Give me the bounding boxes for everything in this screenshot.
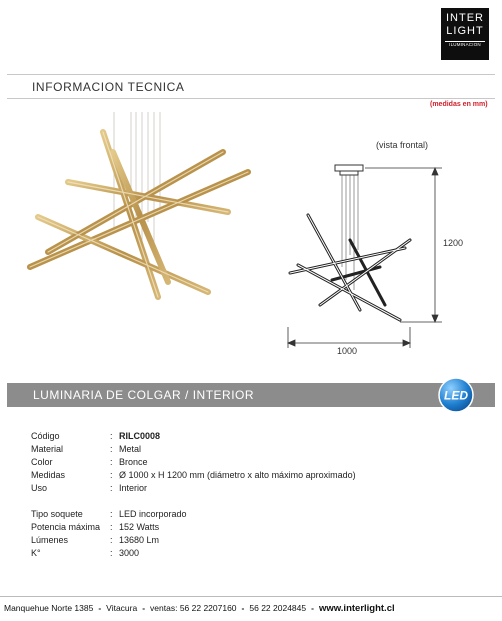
spec-colon: : [110, 457, 113, 467]
logo-divider [445, 41, 485, 42]
spec-colon: : [110, 522, 113, 532]
led-badge-text: LED [444, 388, 468, 403]
view-label: (vista frontal) [376, 140, 429, 150]
spec-key: Tipo soquete [31, 509, 83, 519]
spec-key: K° [31, 548, 41, 558]
spec-key: Código [31, 431, 60, 441]
spec-key: Medidas [31, 470, 66, 480]
product-photo [18, 112, 258, 312]
spec-colon: : [110, 483, 113, 493]
brand-logo [441, 8, 489, 60]
spec-row [31, 469, 501, 482]
footer-divider [0, 596, 502, 597]
spec-colon: : [110, 509, 113, 519]
spec-value: Metal [119, 444, 142, 454]
spec-value: Bronce [119, 457, 148, 467]
footer-phone-2: 56 22 2024845 [249, 603, 307, 613]
footer-sep: - [98, 603, 102, 613]
spec-row [31, 521, 501, 534]
footer-sep: - [142, 603, 146, 613]
spec-row [31, 547, 501, 560]
spec-colon: : [110, 431, 113, 441]
logo-line1: INTER [446, 12, 484, 24]
footer-website-link[interactable]: www.interlight.cl [318, 603, 395, 614]
spec-colon: : [110, 444, 113, 454]
footer-sep: - [241, 603, 245, 613]
spec-colon: : [110, 548, 113, 558]
footer-sep: - [311, 603, 314, 613]
spec-row [31, 534, 501, 547]
spec-row [31, 430, 501, 443]
spec-value: 152 Watts [119, 522, 160, 532]
technical-drawing [280, 155, 480, 355]
measure-note: (medidas en mm) [430, 101, 488, 108]
footer [4, 603, 500, 614]
width-label: 1000 [337, 346, 358, 356]
spec-key: Potencia máxima [31, 522, 101, 532]
category-bar [7, 383, 495, 407]
spec-key: Material [31, 444, 64, 454]
footer-city: Vitacura [106, 603, 138, 613]
spec-row [31, 482, 501, 495]
category-title: LUMINARIA DE COLGAR / INTERIOR [33, 388, 255, 402]
top-divider [7, 74, 495, 75]
spec-value: RILC0008 [119, 431, 161, 441]
spec-key: Uso [31, 483, 48, 493]
logo-line2: LIGHT [446, 25, 484, 37]
footer-phone-1: ventas: 56 22 2207160 [150, 603, 237, 613]
spec-colon: : [110, 535, 113, 545]
logo-line3: ILUMINACION [449, 42, 481, 47]
spec-key: Color [31, 457, 53, 467]
led-badge-icon [437, 376, 475, 414]
spec-row [31, 508, 501, 521]
spec-key: Lúmenes [31, 535, 69, 545]
spec-value: 3000 [119, 548, 140, 558]
section-title: INFORMACION TECNICA [32, 80, 185, 94]
title-divider [7, 98, 495, 99]
spec-row [31, 443, 501, 456]
spec-value: Ø 1000 x H 1200 mm (diámetro x alto máximo aproximado) [119, 470, 356, 480]
spec-value: 13680 Lm [119, 535, 160, 545]
spec-value: Interior [119, 483, 148, 493]
spec-colon: : [110, 470, 113, 480]
footer-address: Manquehue Norte 1385 [4, 603, 94, 613]
height-label: 1200 [443, 238, 464, 248]
spec-value: LED incorporado [119, 509, 187, 519]
spec-row [31, 456, 501, 469]
